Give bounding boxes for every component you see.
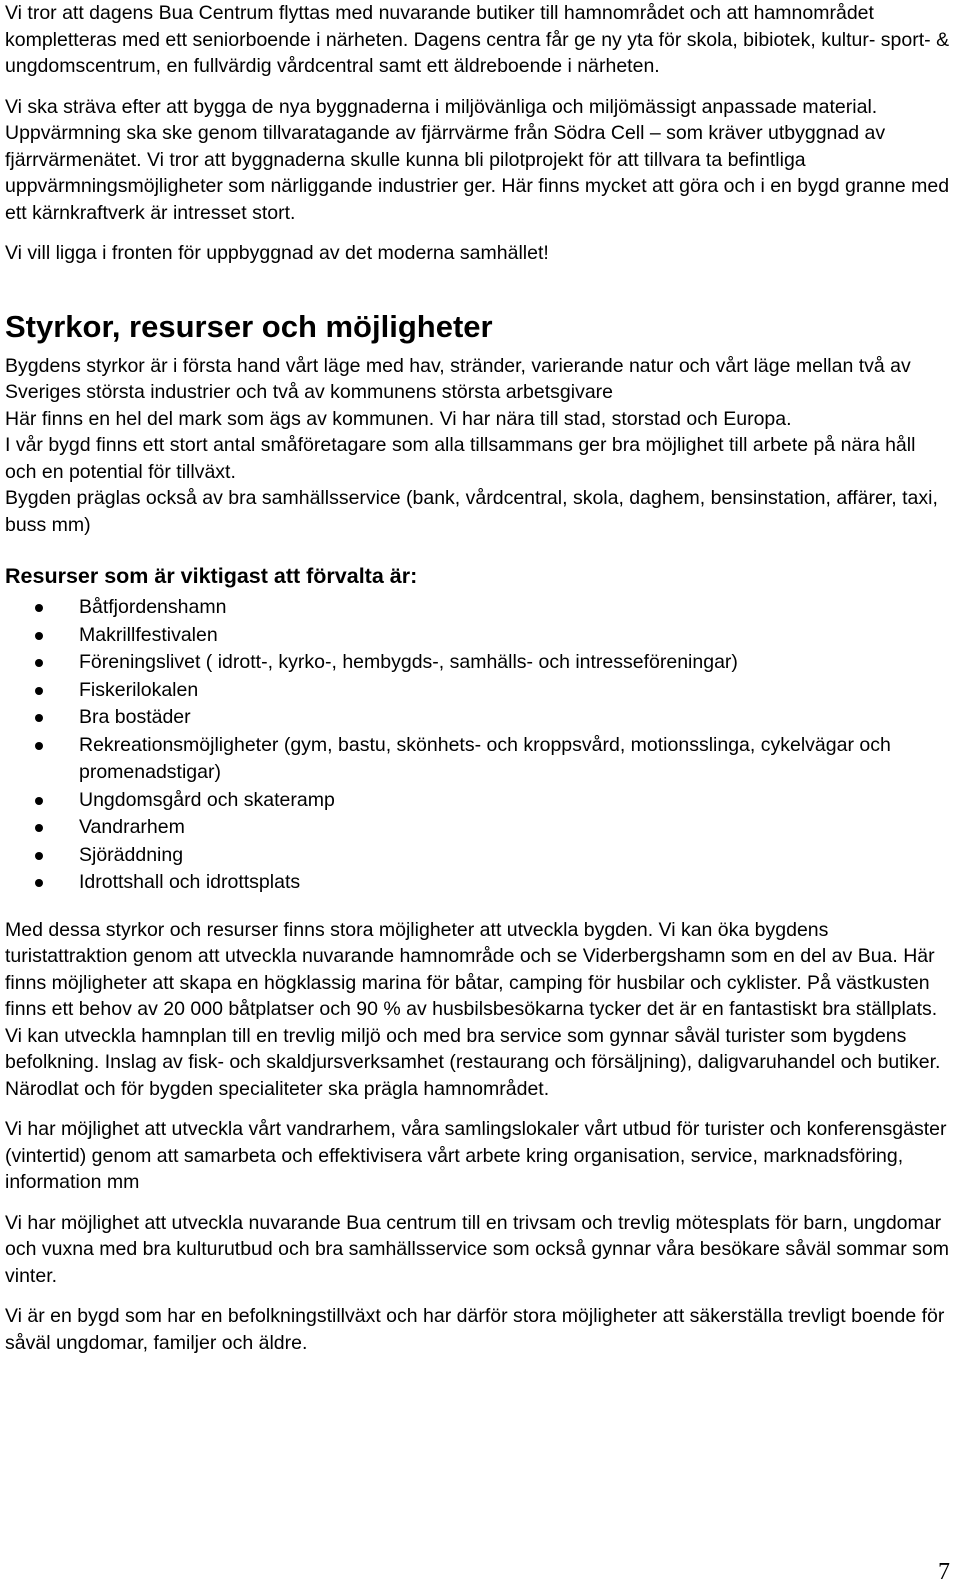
bullet-icon: [35, 632, 43, 640]
list-item-text: Makrillfestivalen: [79, 623, 218, 646]
intro-paragraph-2: Vi ska sträva efter att bygga de nya byggnaderna i miljövänliga och miljömässigt anpassade material. Uppvärmning ska ske genom tillvaratagande av fjärrvärme från Södra Cell – som kräver utbyggnad av fjärrvärmenätet. Vi tror att byggnaderna skulle kunna bli pilotprojekt för att tillvara ta befintliga uppvärmningsmöjligheter som närliggande industrier ger. Här finns mycket att göra och i en bygd granne med ett kärnkraftverk är intresset stort.: [5, 95, 950, 224]
resources-heading: Resurser som är viktigast att förvalta är:: [5, 564, 418, 588]
closing-paragraph-1: Med dessa styrkor och resurser finns stora möjligheter att utveckla bygden. Vi kan öka bygdens turistattraktion genom att utveckla nuvarande hamnområde och se Viderbergshamn som en del av Bua. Här finns möjligheter att skapa en högklassig marina för båtar, camping för husbilar och cyklister. På västkusten finns ett behov av 20 000 båtplatser och 90 % av husbilsbesökarna tycker det är en fantastiskt bra ställplats. Vi kan utveckla hamnplan till en trevlig miljö och med bra service som gynnar såväl turister som bygdens befolkning. Inslag av fisk- och skaldjursverksamhet (restaurang och försäljning), daligvaruhandel och butiker. Närodlat och för bygden specialiteter ska prägla hamnområdet.: [5, 918, 941, 1100]
list-item-text: Fiskerilokalen: [79, 678, 199, 701]
list-item: [5, 594, 950, 622]
section-paragraph-2: Här finns en hel del mark som ägs av kommunen. Vi har nära till stad, storstad och Europa.: [5, 407, 792, 430]
list-item-text: Idrottshall och idrottsplats: [79, 871, 301, 893]
list-item-text: Föreningslivet ( idrott-, kyrko-, hembygds-, samhälls- och intresseföreningar): [79, 651, 738, 673]
list-item-text: Ungdomsgård och skateramp: [79, 788, 335, 811]
list-item-text: Vandrarhem: [79, 816, 185, 838]
bullet-icon: [35, 824, 43, 832]
list-item: [5, 622, 950, 650]
list-item-text: Sjöräddning: [79, 843, 184, 866]
bullet-icon: [35, 742, 43, 750]
intro-paragraph-1: Vi tror att dagens Bua Centrum flyttas med nuvarande butiker till hamnområdet och att hamnområdet kompletteras med ett seniorboende i närheten. Dagens centra får ge ny yta för skola, bibiotek, kultur- sport- & ungdomscentrum, en fullvärdig vårdcentral samt ett äldreboende i närheten.: [5, 2, 950, 77]
list-item: [5, 869, 950, 897]
bullet-icon: [35, 687, 43, 695]
bullet-icon: [35, 879, 43, 887]
section-paragraph-3: I vår bygd finns ett stort antal småföretagare som alla tillsammans ger bra möjlighet till arbete på nära håll och en potential för tillväxt.: [5, 434, 916, 483]
bullet-icon: [35, 852, 43, 860]
list-item: [5, 732, 950, 787]
intro-paragraph-3: Vi vill ligga i fronten för uppbyggnad av det moderna samhället!: [5, 242, 549, 264]
page-number: 7: [938, 1559, 950, 1585]
closing-paragraph-4: Vi är en bygd som har en befolkningstillväxt och har därför stora möjligheter att säkerställa trevligt boende för såväl ungdomar, familjer och äldre.: [5, 1305, 945, 1354]
list-item: [5, 842, 950, 870]
closing-paragraph-2: Vi har möjlighet att utveckla vårt vandrarhem, våra samlingslokaler vårt utbud för turister och konferensgäster (vintertid) genom att samarbeta och effektivisera vårt arbete kring organisation, service, marknadsföring, information mm: [5, 1118, 947, 1193]
list-item-text: Rekreationsmöjligheter (gym, bastu, skönhets- och kroppsvård, motionsslinga, cykelvägar och promenadstigar): [79, 733, 891, 783]
section-heading: Styrkor, resurser och möjligheter: [5, 308, 493, 344]
bullet-icon: [35, 659, 43, 667]
bullet-icon: [35, 797, 43, 805]
list-item-text: Båtfjordenshamn: [79, 596, 227, 618]
list-item-text: Bra bostäder: [79, 706, 191, 728]
section-paragraph-4: Bygden präglas också av bra samhällsservice (bank, vårdcentral, skola, daghem, bensinstation, affärer, taxi, buss mm): [5, 487, 938, 536]
section-paragraph-1: Bygdens styrkor är i första hand vårt läge med hav, stränder, varierande natur och vårt läge mellan två av Sveriges största industrier och två av kommunens största arbetsgivare: [5, 354, 911, 403]
list-item: [5, 677, 950, 705]
document-page: [5, 0, 950, 1356]
list-item: [5, 787, 950, 815]
bullet-icon: [35, 714, 43, 722]
list-item: [5, 704, 950, 732]
list-item: [5, 814, 950, 842]
bullet-icon: [35, 604, 43, 612]
list-item: [5, 649, 950, 677]
resources-list: [5, 594, 950, 897]
closing-paragraph-3: Vi har möjlighet att utveckla nuvarande Bua centrum till en trivsam och trevlig mötesplats för barn, ungdomar och vuxna med bra kulturutbud och bra samhällsservice som också gynnar våra besökare såväl sommar som vinter.: [5, 1211, 950, 1287]
